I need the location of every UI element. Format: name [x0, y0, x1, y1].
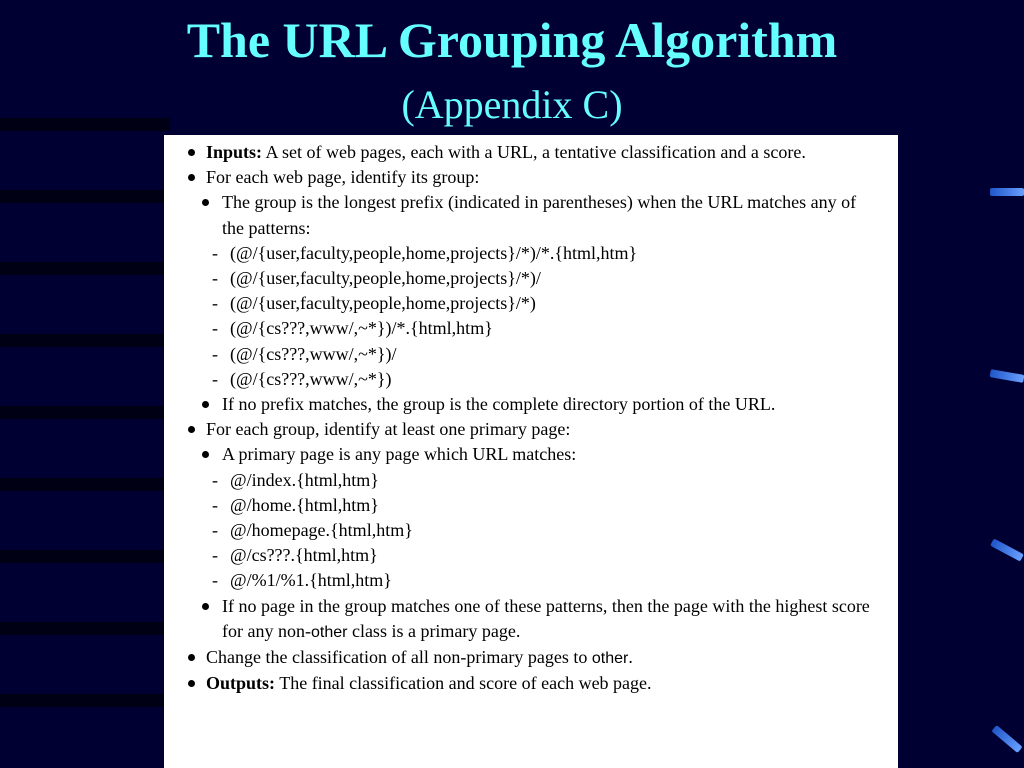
step1-a-text: The group is the longest prefix (indicated in parentheses) when the URL matches any of the patterns:	[222, 192, 857, 238]
pattern-item: - @/homepage.{html,htm}	[212, 520, 413, 541]
pattern-text: (@/{user,faculty,people,home,projects}/*)	[230, 293, 536, 314]
pattern-text: @/homepage.{html,htm}	[230, 520, 413, 541]
pattern-item: - @/%1/%1.{html,htm}	[212, 570, 392, 591]
pattern-text: (@/{cs???,www/,~*})/*.{html,htm}	[230, 318, 493, 339]
slide-subtitle: (Appendix C)	[401, 82, 623, 127]
bullet-icon	[188, 149, 195, 156]
step3-tail: .	[628, 647, 633, 668]
bullet-icon	[188, 174, 195, 181]
outputs-label: Outputs:	[206, 673, 276, 694]
pattern-text: @/%1/%1.{html,htm}	[230, 570, 392, 591]
pattern-text: (@/{cs???,www/,~*})	[230, 368, 392, 389]
pattern-text: @/home.{html,htm}	[230, 494, 379, 515]
pattern-item: - (@/{cs???,www/,~*})	[212, 368, 392, 389]
pattern-item: - (@/{cs???,www/,~*})/	[212, 343, 397, 364]
bullet-icon	[202, 451, 209, 458]
other-keyword: other	[310, 623, 348, 641]
pattern-text: @/cs???.{html,htm}	[230, 545, 378, 566]
pattern-item: - (@/{user,faculty,people,home,projects}/*)/*.{html,htm}	[212, 242, 638, 263]
pattern-text: (@/{user,faculty,people,home,projects}/*)/*.{html,htm}	[230, 242, 638, 263]
step2-a-text: A primary page is any page which URL matches:	[222, 444, 577, 465]
step1-a-item	[184, 190, 880, 240]
step3-text: Change the classification of all non-primary pages to	[206, 647, 592, 668]
step2-text: For each group, identify at least one primary page:	[206, 419, 571, 440]
slide-title: The URL Grouping Algorithm	[186, 12, 838, 68]
inputs-text: A set of web pages, each with a URL, a tentative classification and a score.	[262, 142, 806, 162]
dash	[990, 369, 1024, 383]
bullet-icon	[202, 401, 209, 408]
pattern-text: (@/{user,faculty,people,home,projects}/*)/	[230, 268, 541, 289]
step1-text: For each web page, identify its group:	[206, 167, 480, 188]
stripe	[0, 190, 170, 203]
other-keyword: other	[591, 650, 629, 668]
outputs-item	[184, 671, 880, 696]
step2-item	[184, 417, 880, 442]
pattern-item: - (@/{user,faculty,people,home,projects}/*)	[212, 293, 536, 314]
bullet-icon	[202, 603, 209, 610]
dash	[990, 538, 1024, 561]
dash	[990, 188, 1024, 196]
bullet-icon	[188, 680, 195, 687]
step1-b-text: If no prefix matches, the group is the complete directory portion of the URL.	[222, 394, 776, 415]
bullet-icon	[188, 426, 195, 433]
inputs-item	[184, 140, 880, 165]
step1-item	[184, 165, 880, 190]
dash	[991, 725, 1022, 753]
outputs-text: The final classification and score of each web page.	[275, 673, 652, 694]
pattern-text: (@/{cs???,www/,~*})/	[230, 343, 397, 364]
bullet-icon	[202, 199, 209, 206]
algorithm-document	[164, 135, 898, 768]
pattern-item: - (@/{cs???,www/,~*})/*.{html,htm}	[212, 318, 493, 339]
stripe	[0, 550, 170, 563]
stripe	[0, 406, 170, 419]
inputs-label: Inputs:	[206, 142, 263, 162]
stripe	[0, 262, 170, 275]
step2-b-tail: class is a primary page.	[347, 620, 521, 641]
stripe	[0, 694, 170, 707]
pattern-text: @/index.{html,htm}	[230, 469, 379, 490]
pattern-item: - @/cs???.{html,htm}	[212, 545, 378, 566]
stripe	[0, 334, 170, 347]
bullet-icon	[188, 654, 195, 661]
pattern-item: - @/index.{html,htm}	[212, 469, 379, 490]
step1-b-item	[184, 392, 880, 417]
stripe	[0, 478, 170, 491]
pattern-item: - (@/{user,faculty,people,home,projects}/*)/	[212, 268, 541, 289]
step2-b-item	[184, 594, 880, 645]
step2-a-item	[184, 442, 880, 467]
pattern-item: - @/home.{html,htm}	[212, 494, 379, 515]
stripe	[0, 622, 170, 635]
step3-item	[184, 645, 880, 671]
step2-b-text: If no page in the group matches one of these patterns, then the page with the highest score for any non-	[222, 595, 870, 641]
